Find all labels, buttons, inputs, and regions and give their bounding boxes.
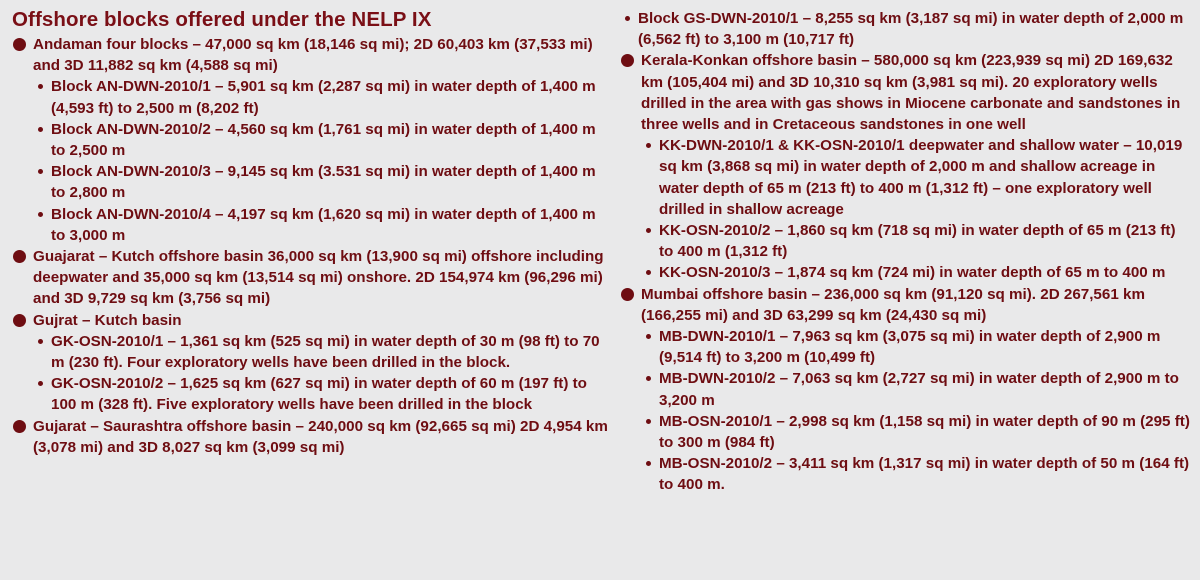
basin-item-andaman	[12, 34, 608, 246]
block-item	[33, 76, 608, 118]
round-bullet-icon	[13, 314, 26, 327]
block-item	[641, 411, 1190, 453]
block-list	[33, 76, 608, 246]
block-text: MB-OSN-2010/2 – 3,411 sq km (1,317 sq mi) in water depth of 50 m (164 ft) to 400 m.	[659, 455, 1190, 494]
continued-block-group	[620, 8, 1190, 50]
block-list	[33, 331, 608, 416]
block-text: KK-OSN-2010/2 – 1,860 sq km (718 sq mi) in water depth of 65 m (213 ft) to 400 m (1,312 ft)	[659, 222, 1176, 261]
block-item	[641, 326, 1190, 368]
basin-item-mumbai	[620, 284, 1190, 496]
block-list	[620, 8, 1190, 50]
basin-text: Kerala-Konkan offshore basin – 580,000 sq km (223,939 sq mi) 2D 169,632 km (105,404 mi) and 3D 10,310 sq km (3,981 sq mi). 20 exploratory wells drilled in the area with gas shows in Miocene carbonate and sandstones in three wells and in Cretaceous sandstones in one well	[641, 52, 1181, 134]
small-bullet-icon	[625, 16, 630, 21]
small-bullet-icon	[38, 212, 43, 217]
small-bullet-icon	[38, 84, 43, 89]
round-bullet-icon	[13, 420, 26, 433]
block-item	[33, 119, 608, 161]
block-text: Block AN-DWN-2010/4 – 4,197 sq km (1,620 sq mi) in water depth of 1,400 m to 3,000 m	[51, 205, 596, 244]
left-column	[12, 8, 612, 580]
block-item	[641, 368, 1190, 410]
block-text: Block GS-DWN-2010/1 – 8,255 sq km (3,187 sq mi) in water depth of 2,000 m (6,562 ft) to 3,100 m (10,717 ft)	[638, 10, 1184, 49]
small-bullet-icon	[646, 461, 651, 466]
basin-text: Mumbai offshore basin – 236,000 sq km (91,120 sq mi). 2D 267,561 km (166,255 mi) and 3D 63,299 sq km (24,430 sq mi)	[641, 285, 1145, 324]
small-bullet-icon	[646, 143, 651, 148]
block-text: MB-DWN-2010/2 – 7,063 sq km (2,727 sq mi) in water depth of 2,900 m to 3,200 m	[659, 370, 1179, 409]
basin-item-gujrat-kutch	[12, 310, 608, 416]
basin-item-gujarat-saurashtra	[12, 416, 608, 458]
block-item	[620, 8, 1190, 50]
basin-text: Andaman four blocks – 47,000 sq km (18,146 sq mi); 2D 60,403 km (37,533 mi) and 3D 11,882 sq km (4,588 sq mi)	[33, 36, 593, 75]
block-list	[641, 326, 1190, 496]
block-text: GK-OSN-2010/1 – 1,361 sq km (525 sq mi) in water depth of 30 m (98 ft) to 70 m (230 ft). Four exploratory wells have been drilled in the block.	[51, 332, 600, 372]
block-text: GK-OSN-2010/2 – 1,625 sq km (627 sq mi) in water depth of 60 m (197 ft) to 100 m (328 ft). Five exploratory wells have been drilled in the block	[51, 375, 587, 414]
small-bullet-icon	[38, 339, 43, 344]
small-bullet-icon	[646, 270, 651, 275]
small-bullet-icon	[38, 381, 43, 386]
right-column	[612, 8, 1190, 580]
block-text: KK-DWN-2010/1 & KK-OSN-2010/1 deepwater and shallow water – 10,019 sq km (3,868 sq mi) in water depth of 2,000 m and shallow acreage in water depth of 65 m (213 ft) to 400 m (1,312 ft) – one exploratory well drilled in shallow acreage	[659, 137, 1183, 218]
block-item	[33, 161, 608, 203]
block-item	[641, 220, 1190, 262]
block-text: Block AN-DWN-2010/3 – 9,145 sq km (3.531 sq mi) in water depth of 1,400 m to 2,800 m	[51, 163, 596, 202]
round-bullet-icon	[621, 288, 634, 301]
round-bullet-icon	[13, 38, 26, 51]
page-title: Offshore blocks offered under the NELP IX	[12, 8, 432, 31]
round-bullet-icon	[13, 250, 26, 263]
block-list	[641, 135, 1190, 283]
small-bullet-icon	[646, 228, 651, 233]
block-text: MB-OSN-2010/1 – 2,998 sq km (1,158 sq mi) in water depth of 90 m (295 ft) to 300 m (984 ft)	[659, 412, 1190, 452]
basin-item-kerala-konkan	[620, 50, 1190, 283]
basin-text: Gujrat – Kutch basin	[33, 311, 182, 329]
small-bullet-icon	[646, 419, 651, 424]
basin-item-gujarat-kutch-offshore	[12, 246, 608, 310]
small-bullet-icon	[38, 127, 43, 132]
block-item	[641, 453, 1190, 495]
round-bullet-icon	[621, 54, 634, 67]
block-text: Block AN-DWN-2010/2 – 4,560 sq km (1,761 sq mi) in water depth of 1,400 m to 2,500 m	[51, 120, 596, 160]
small-bullet-icon	[38, 169, 43, 174]
block-item	[641, 135, 1190, 220]
right-basin-list	[620, 8, 1190, 496]
block-item	[33, 373, 608, 415]
block-text: KK-OSN-2010/3 – 1,874 sq km (724 mi) in water depth of 65 m to 400 m	[659, 264, 1166, 282]
basin-text: Guajarat – Kutch offshore basin 36,000 sq km (13,900 sq mi) offshore including deepwater and 35,000 sq km (13,514 sq mi) onshore. 2D 154,974 km (96,296 mi) and 3D 9,729 sq km (3,756 sq mi)	[33, 248, 604, 308]
small-bullet-icon	[646, 334, 651, 339]
block-text: MB-DWN-2010/1 – 7,963 sq km (3,075 sq mi) in water depth of 2,900 m (9,514 ft) to 3,200 m (10,499 ft)	[659, 328, 1161, 367]
block-text: Block AN-DWN-2010/1 – 5,901 sq km (2,287 sq mi) in water depth of 1,400 m (4,593 ft) to 2,500 m (8,202 ft)	[51, 78, 596, 117]
block-item	[33, 331, 608, 373]
small-bullet-icon	[646, 376, 651, 381]
basin-text: Gujarat – Saurashtra offshore basin – 240,000 sq km (92,665 sq mi) 2D 4,954 km (3,078 mi) and 3D 8,027 sq km (3,099 sq mi)	[33, 417, 608, 456]
block-item	[641, 262, 1190, 283]
block-item	[33, 204, 608, 246]
left-basin-list	[12, 34, 608, 458]
